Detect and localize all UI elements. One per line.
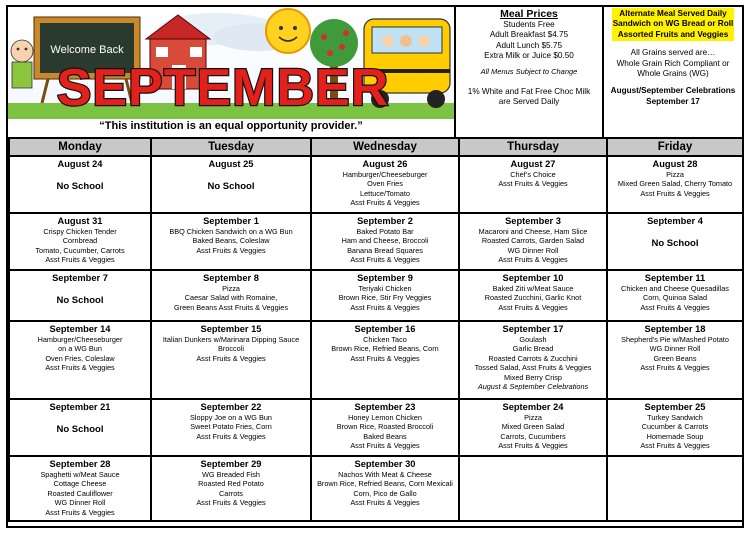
menu-item: Asst Fruits & Veggies [350, 302, 420, 312]
menu-page [6, 5, 744, 528]
menu-item: Asst Fruits & Veggies [498, 179, 568, 189]
month-title: SEPTEMBER [56, 59, 390, 117]
equal-opportunity-statement: “This institution is an equal opportunity provider.” [99, 120, 363, 132]
day-date: September 3 [505, 216, 561, 226]
day-cell [151, 399, 311, 456]
no-school-label: No School [56, 181, 104, 192]
menu-item: Roasted Carrots, Garden Salad [481, 236, 585, 246]
day-date: September 16 [354, 324, 416, 334]
day-cell [459, 270, 607, 321]
day-cell [607, 156, 743, 213]
day-date: September 22 [200, 402, 262, 412]
menu-calendar [8, 137, 744, 522]
september-banner [8, 7, 456, 137]
menu-item: Baked Beans [363, 431, 407, 441]
day-date: September 2 [357, 216, 413, 226]
menu-item: Baked Potato Bar [356, 227, 414, 236]
menu-item: Nachos With Meat & Cheese [338, 470, 432, 479]
menu-item: Goulash [519, 335, 547, 344]
day-cell [311, 213, 459, 270]
menu-item: Macaroni and Cheese, Ham Slice [478, 227, 588, 236]
weekday-header-row [9, 138, 743, 156]
menu-item: Hamburger/Cheeseburger [342, 170, 428, 179]
menu-item: Asst Fruits & Veggies [350, 255, 420, 265]
sun-icon [266, 9, 310, 53]
day-date: September 18 [644, 324, 706, 334]
highlight-line: Alternate Meal Served Daily [619, 9, 727, 18]
day-date: September 1 [203, 216, 259, 226]
day-cell [459, 456, 607, 521]
menu-item: Cottage Cheese [53, 479, 107, 489]
day-cell [311, 456, 459, 521]
menu-item: Shepherd’s Pie w/Mashed Potato [621, 335, 729, 344]
day-cell [607, 456, 743, 521]
menu-item: Garlic Bread [512, 344, 554, 354]
week-row [9, 456, 743, 521]
menu-item: Mixed Green Salad, Cherry Tomato [617, 179, 733, 189]
day-cell [459, 321, 607, 399]
no-school-label: No School [207, 181, 255, 192]
day-cell [459, 156, 607, 213]
menu-item: Chef’s Choice [510, 170, 556, 179]
menu-item: Brown Rice, Refried Beans, Corn [331, 344, 439, 354]
price-line: Students Free [503, 20, 555, 30]
menu-item: Roasted Red Potato [198, 479, 264, 489]
alternate-meal-highlight [612, 8, 735, 41]
day-date: September 9 [357, 273, 413, 283]
menu-item: Brown Rice, Roasted Broccoli [336, 422, 434, 432]
menu-item: Tomato, Cucumber, Carrots [35, 245, 125, 255]
menu-item: Lettuce/Tomato [360, 188, 410, 198]
menu-item: Corn, Pico de Gallo [353, 488, 417, 498]
day-cell [459, 399, 607, 456]
header-section [8, 7, 742, 137]
no-school-label: No School [56, 424, 104, 435]
menu-item: WG Dinner Roll [649, 344, 701, 354]
menu-item: Hamburger/Cheeseburger [37, 335, 123, 344]
menu-item: Asst Fruits & Veggies [498, 255, 568, 265]
menu-item: Oven Fries, Coleslaw [45, 353, 115, 363]
day-date: August 28 [652, 159, 698, 169]
menu-item: WG Breaded Fish [202, 470, 260, 479]
day-cell [9, 456, 151, 521]
menu-item: Asst Fruits & Veggies [196, 353, 266, 363]
weekday-header: Friday [607, 138, 743, 156]
day-cell [9, 321, 151, 399]
menu-item: Roasted Carrots & Zucchini [488, 353, 578, 363]
day-cell [151, 213, 311, 270]
milk-line: are Served Daily [498, 97, 560, 107]
day-date: September 25 [644, 402, 706, 412]
week-row [9, 399, 743, 456]
day-cell [9, 399, 151, 456]
day-date: September 8 [203, 273, 259, 283]
menu-item: Baked Ziti w/Meat Sauce [492, 284, 574, 293]
menu-item: Asst Fruits & Veggies [196, 498, 266, 508]
grains-line: All Grains served are… [630, 48, 716, 58]
menu-item: Carrots [219, 488, 243, 498]
menu-item: Asst Fruits & Veggies [640, 302, 710, 312]
menu-change-note: All Menus Subject to Change [480, 67, 578, 77]
day-date: September 28 [49, 459, 111, 469]
menu-item: Asst Fruits & Veggies [640, 188, 710, 198]
highlight-line: Assorted Fruits and Veggies [617, 29, 729, 39]
menu-item: Asst Fruits & Veggies [498, 441, 568, 451]
menu-item: WG Dinner Roll [507, 245, 559, 255]
weekday-header: Thursday [459, 138, 607, 156]
week-row [9, 321, 743, 399]
price-line: Extra Milk or Juice $0.50 [484, 50, 574, 60]
week-row [9, 156, 743, 213]
day-date: August 27 [510, 159, 556, 169]
menu-item: Sweet Potato Fries, Corn [190, 422, 272, 432]
menu-item: BBQ Chicken Sandwich on a WG Bun [169, 227, 293, 236]
menu-item: Asst Fruits & Veggies [45, 255, 115, 265]
menu-item: Turkey Sandwich [647, 413, 703, 422]
day-cell [607, 321, 743, 399]
price-line: Adult Lunch $5.75 [495, 40, 562, 50]
day-cell [311, 156, 459, 213]
day-date: September 4 [647, 216, 703, 226]
menu-item: Mixed Berry Crisp [504, 372, 562, 382]
day-date: September 29 [200, 459, 262, 469]
day-date: September 23 [354, 402, 416, 412]
day-cell [607, 213, 743, 270]
menu-item: Ham and Cheese, Broccoli [341, 236, 429, 246]
day-date: September 10 [502, 273, 564, 283]
meal-prices-panel [456, 7, 604, 137]
grains-panel [604, 7, 742, 137]
chalkboard-text: Welcome Back [50, 44, 124, 56]
day-cell [151, 456, 311, 521]
day-date: September 7 [52, 273, 108, 283]
menu-item: Asst Fruits & Veggies [196, 431, 266, 441]
day-date: August 31 [57, 216, 103, 226]
menu-item: Italian Dunkers w/Marinara Dipping Sauce [162, 335, 300, 344]
menu-item: Teriyaki Chicken [358, 284, 412, 293]
menu-item: Chicken and Cheese Quesadillas [621, 284, 729, 293]
day-date: September 21 [49, 402, 111, 412]
day-date: September 17 [502, 324, 564, 334]
week-row [9, 270, 743, 321]
menu-item: Asst Fruits & Veggies [350, 441, 420, 451]
menu-item: Cucumber & Carrots [641, 422, 709, 432]
menu-item: Caesar Salad with Romaine, [184, 293, 278, 303]
celebrations-date: September 17 [646, 96, 700, 106]
menu-item: Sloppy Joe on a WG Bun [190, 413, 272, 422]
day-date: August 25 [208, 159, 254, 169]
day-cell [311, 321, 459, 399]
menu-item: Green Beans Asst Fruits & Veggies [174, 302, 288, 312]
day-date: September 11 [644, 273, 706, 283]
menu-item: Crispy Chicken Tender [43, 227, 117, 236]
menu-item: Broccoli [218, 344, 244, 354]
day-cell [459, 213, 607, 270]
menu-item: Carrots, Cucumbers [500, 431, 566, 441]
day-cell [311, 270, 459, 321]
menu-item: Asst Fruits & Veggies [350, 498, 420, 508]
menu-item: Baked Beans, Coleslaw [192, 236, 270, 246]
menu-item: Roasted Cauliflower [47, 488, 113, 498]
day-cell [151, 270, 311, 321]
day-date: September 15 [200, 324, 262, 334]
day-date: September 30 [354, 459, 416, 469]
grains-line: Whole Grain Rich Compliant or [616, 58, 730, 68]
no-school-label: No School [56, 295, 104, 306]
menu-item: Asst Fruits & Veggies [45, 363, 115, 373]
menu-item: on a WG Bun [58, 344, 102, 354]
celebrations-line: August/September Celebrations [610, 86, 736, 96]
day-cell [311, 399, 459, 456]
day-cell [9, 156, 151, 213]
menu-item: Asst Fruits & Veggies [350, 198, 420, 208]
day-date: September 24 [502, 402, 564, 412]
price-line: Adult Breakfast $4.75 [489, 30, 569, 40]
day-date: August 24 [57, 159, 103, 169]
menu-item: Green Beans [653, 353, 697, 363]
menu-item: Pizza [222, 284, 240, 293]
highlight-line: Sandwich on WG Bread or Roll [612, 19, 734, 29]
menu-item: Pizza [666, 170, 684, 179]
meal-prices-title: Meal Prices [500, 8, 558, 20]
menu-item: Banana Bread Squares [347, 245, 423, 255]
milk-line: 1% White and Fat Free Choc Milk [467, 87, 591, 97]
weekday-header: Monday [9, 138, 151, 156]
menu-item: Chicken Taco [363, 335, 407, 344]
menu-item: Asst Fruits & Veggies [350, 353, 420, 363]
menu-item: Roasted Zucchini, Garlic Knot [484, 293, 582, 303]
day-cell [151, 156, 311, 213]
menu-item: Tossed Salad, Asst Fruits & Veggies [474, 363, 592, 373]
day-cell [151, 321, 311, 399]
week-row [9, 213, 743, 270]
menu-item: WG Dinner Roll [54, 498, 106, 508]
day-cell [607, 270, 743, 321]
menu-item: Brown Rice, Stir Fry Veggies [338, 293, 432, 303]
menu-item: Asst Fruits & Veggies [196, 245, 266, 255]
menu-item: Asst Fruits & Veggies [498, 302, 568, 312]
menu-item: Spaghetti w/Meat Sauce [40, 470, 120, 479]
menu-item: Asst Fruits & Veggies [45, 507, 115, 517]
menu-item: Homemade Soup [646, 431, 704, 441]
menu-item: Corn, Quinoa Salad [642, 293, 708, 303]
kid-left-icon [11, 40, 33, 88]
day-cell [9, 213, 151, 270]
no-school-label: No School [651, 238, 699, 249]
menu-item: Brown Rice, Refried Beans, Corn Mexicali [317, 479, 453, 489]
day-cell [607, 399, 743, 456]
banner-illustration [8, 7, 454, 119]
grains-line: Whole Grains (WG) [637, 69, 709, 79]
menu-item: Honey Lemon Chicken [348, 413, 422, 422]
menu-item: Cornbread [62, 236, 98, 246]
day-cell [9, 270, 151, 321]
day-date: September 14 [49, 324, 111, 334]
day-date: August 26 [362, 159, 408, 169]
weekday-header: Wednesday [311, 138, 459, 156]
menu-item: Oven Fries [367, 179, 403, 189]
menu-item: Mixed Green Salad [501, 422, 565, 432]
weekday-header: Tuesday [151, 138, 311, 156]
menu-item: Pizza [524, 413, 542, 422]
banner-art-svg [8, 7, 454, 119]
celebration-note: August & September Celebrations [477, 382, 589, 392]
menu-item: Asst Fruits & Veggies [640, 363, 710, 373]
menu-item: Asst Fruits & Veggies [640, 441, 710, 451]
